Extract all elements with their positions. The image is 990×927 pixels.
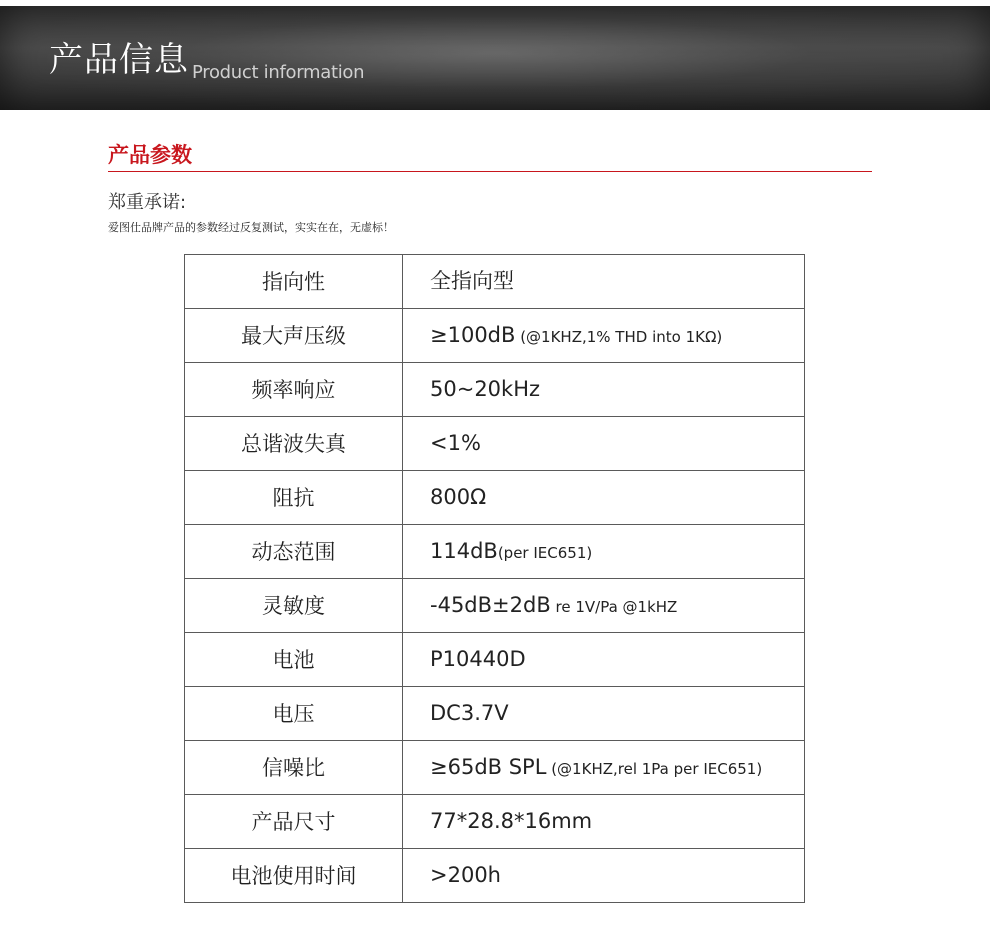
- spec-table: [184, 254, 805, 903]
- spec-value: ≥65dB SPL: [430, 754, 547, 779]
- spec-label: 指向性: [185, 255, 403, 309]
- header-banner: [0, 6, 990, 110]
- spec-note: re 1V/Pa @1kHZ: [550, 597, 678, 616]
- spec-label: 电压: [185, 687, 403, 741]
- page-subtitle: Product information: [192, 62, 365, 83]
- spec-value: -45dB±2dB: [430, 592, 551, 617]
- spec-note: (@1KHZ,rel 1Pa per IEC651): [546, 759, 763, 778]
- table-row: [185, 363, 805, 417]
- spec-value: 77*28.8*16mm: [430, 808, 593, 833]
- spec-value: 800Ω: [430, 484, 487, 509]
- table-row: [185, 525, 805, 579]
- spec-label: 信噪比: [185, 741, 403, 795]
- spec-label: 频率响应: [185, 363, 403, 417]
- spec-value-cell: [403, 795, 805, 849]
- spec-label: 动态范围: [185, 525, 403, 579]
- spec-value: 114dB: [430, 538, 498, 563]
- spec-label: 总谐波失真: [185, 417, 403, 471]
- table-row: [185, 579, 805, 633]
- spec-label: 电池: [185, 633, 403, 687]
- promise-text: 爱图仕品牌产品的参数经过反复测试，实实在在，无虚标！: [108, 221, 394, 234]
- table-row: [185, 417, 805, 471]
- spec-label: 产品尺寸: [185, 795, 403, 849]
- section-title: 产品参数: [108, 143, 192, 167]
- table-row: [185, 255, 805, 309]
- spec-value-cell: [403, 525, 805, 579]
- spec-value: P10440D: [430, 646, 526, 671]
- spec-value: >200h: [430, 862, 501, 887]
- spec-value-cell: [403, 471, 805, 525]
- spec-value: DC3.7V: [430, 700, 509, 725]
- spec-value-cell: [403, 687, 805, 741]
- spec-label: 阻抗: [185, 471, 403, 525]
- spec-value-cell: [403, 417, 805, 471]
- promise-title: 郑重承诺:: [108, 192, 187, 213]
- spec-value: 全指向型: [430, 268, 514, 293]
- table-row: [185, 633, 805, 687]
- spec-value-cell: [403, 363, 805, 417]
- table-row: [185, 741, 805, 795]
- spec-value-cell: [403, 255, 805, 309]
- spec-value: 50~20kHz: [430, 376, 541, 401]
- page-title: 产品信息: [49, 40, 189, 80]
- spec-value: <1%: [430, 430, 481, 455]
- spec-label: 灵敏度: [185, 579, 403, 633]
- table-row: [185, 795, 805, 849]
- spec-value-cell: [403, 633, 805, 687]
- spec-label: 最大声压级: [185, 309, 403, 363]
- spec-value: ≥100dB: [430, 322, 516, 347]
- section-divider: [108, 171, 872, 172]
- table-row: [185, 471, 805, 525]
- table-row: [185, 849, 805, 903]
- spec-note: (per IEC651): [497, 543, 593, 562]
- spec-value-cell: [403, 849, 805, 903]
- spec-label: 电池使用时间: [185, 849, 403, 903]
- spec-value-cell: [403, 741, 805, 795]
- table-row: [185, 687, 805, 741]
- spec-note: (@1KHZ,1% THD into 1KΩ): [515, 327, 723, 346]
- spec-value-cell: [403, 309, 805, 363]
- table-row: [185, 309, 805, 363]
- spec-value-cell: [403, 579, 805, 633]
